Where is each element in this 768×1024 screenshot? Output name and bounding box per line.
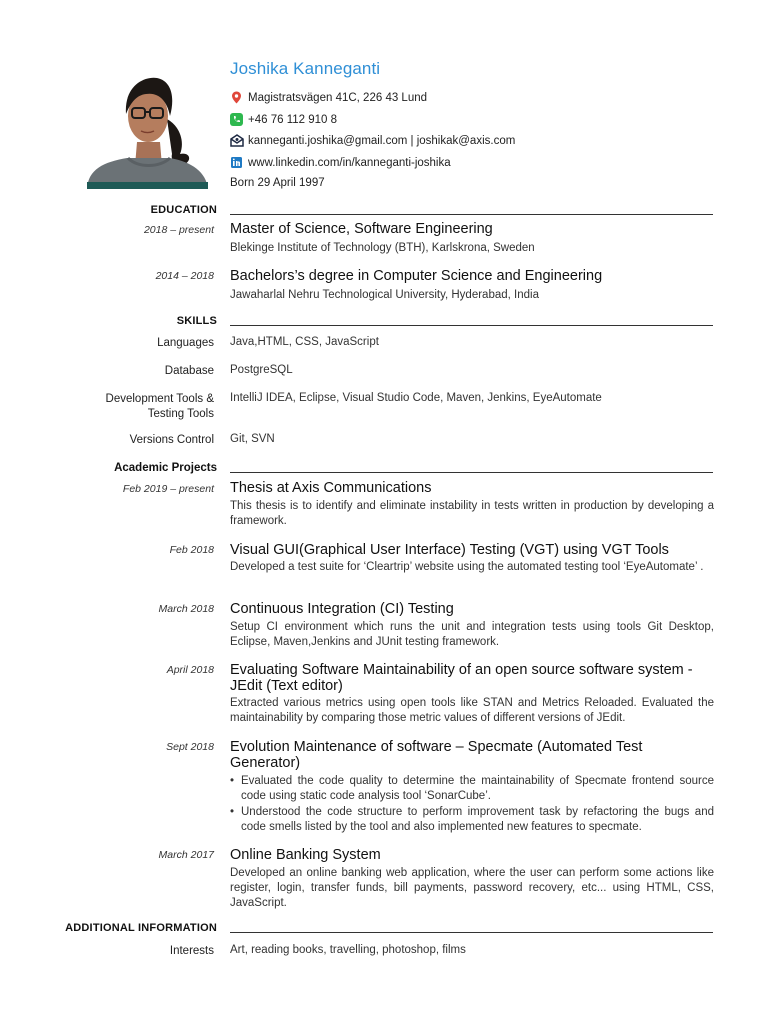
project-date: Feb 2018: [169, 544, 214, 556]
project-date: March 2018: [158, 603, 214, 615]
project-date: April 2018: [166, 664, 214, 676]
skill-label: [64, 392, 214, 422]
linkedin-text[interactable]: www.linkedin.com/in/kanneganti-joshika: [248, 156, 451, 169]
skill-value: IntelliJ IDEA, Eclipse, Visual Studio Code, Maven, Jenkins, EyeAutomate: [230, 392, 602, 404]
project-title: Evaluating Software Maintainability of an open source software system - JEdit (Text editor): [230, 662, 693, 694]
section-divider: [230, 472, 713, 473]
email-row: [230, 134, 515, 147]
project-title: Visual GUI(Graphical User Interface) Testing (VGT) using VGT Tools: [230, 542, 669, 558]
list-item: • Understood the code structure to perform improvement task by refactoring the bugs and code smells listed by the tool and also implemented new features to specmate.: [230, 805, 714, 835]
email-text[interactable]: kanneganti.joshika@gmail.com | joshikak@axis.com: [248, 134, 516, 147]
address-row: [230, 91, 427, 104]
project-title: Evolution Maintenance of software – Specmate (Automated Test Generator): [230, 739, 643, 771]
linkedin-row: [230, 156, 451, 169]
section-title-skills: SKILLS: [176, 315, 217, 327]
section-divider: [230, 214, 713, 215]
skill-value: Git, SVN: [230, 433, 275, 445]
phone-text: +46 76 112 910 8: [248, 113, 337, 126]
education-degree: Bachelors’s degree in Computer Science and Engineering: [230, 268, 603, 284]
birth-date: Born 29 April 1997: [230, 177, 325, 189]
profile-photo: [82, 64, 211, 189]
section-divider: [230, 932, 713, 933]
project-description: Extracted various metrics using open tools like STAN and Metrics Reloaded. Evaluated the maintainability by comparing those metric values of different versions of JEdit.: [230, 697, 714, 724]
education-school: Jawaharlal Nehru Technological University, Hyderabad, India: [230, 289, 539, 301]
skill-label: Database: [164, 365, 214, 377]
skill-label: Versions Control: [129, 434, 214, 446]
candidate-name: Joshika Kanneganti: [230, 59, 381, 78]
skill-label-line: Development Tools &: [105, 393, 214, 405]
section-title-projects: Academic Projects: [114, 462, 217, 474]
skill-label: Languages: [157, 337, 214, 349]
interests-label: Interests: [169, 945, 214, 957]
phone-icon: [230, 113, 243, 126]
address-text: Magistratsvägen 41C, 226 43 Lund: [248, 91, 428, 104]
project-description: Developed an online banking web application, where the user can perform some actions like register, login, transfer funds, bill payments, password recovery, etc... using HTML, CSS, JavaScript.: [230, 867, 714, 909]
project-date: Sept 2018: [166, 741, 214, 753]
skill-value: Java,HTML, CSS, JavaScript: [230, 336, 379, 348]
education-school: Blekinge Institute of Technology (BTH), Karlskrona, Sweden: [230, 242, 535, 254]
project-title: Continuous Integration (CI) Testing: [230, 601, 454, 617]
phone-row: [230, 113, 337, 126]
section-title-additional: ADDITIONAL INFORMATION: [65, 922, 217, 934]
linkedin-icon: [230, 156, 243, 169]
project-date: March 2017: [158, 849, 214, 861]
section-divider: [230, 325, 713, 326]
project-description: Developed a test suite for ‘Cleartrip’ website using the automated testing tool ‘EyeAutomate’ .: [230, 561, 704, 573]
project-title: Online Banking System: [230, 847, 381, 863]
section-title-education: EDUCATION: [150, 204, 217, 216]
education-degree: Master of Science, Software Engineering: [230, 221, 493, 237]
project-title: Thesis at Axis Communications: [230, 480, 432, 496]
education-date: 2018 – present: [143, 224, 214, 236]
skill-value: PostgreSQL: [230, 364, 293, 376]
interests-value: Art, reading books, travelling, photoshop, films: [230, 944, 466, 956]
map-pin-icon: [230, 91, 243, 104]
project-description: Setup CI environment which runs the unit and integration tests using tools Git Desktop, Eclipse, Maven,Jenkins and JUnit testing framework.: [230, 621, 714, 648]
project-date: Feb 2019 – present: [122, 483, 214, 495]
email-icon: [230, 134, 243, 147]
list-item: • Evaluated the code quality to determine the maintainability of Specmate frontend source code using static code analysis tool ‘SonarCube’.: [230, 774, 714, 804]
project-bullets: [230, 774, 714, 836]
skill-label-line: Testing Tools: [147, 408, 214, 420]
project-description: This thesis is to identify and eliminate instability in tests written in production by developing a framework.: [230, 500, 714, 527]
education-date: 2014 – 2018: [155, 270, 214, 282]
